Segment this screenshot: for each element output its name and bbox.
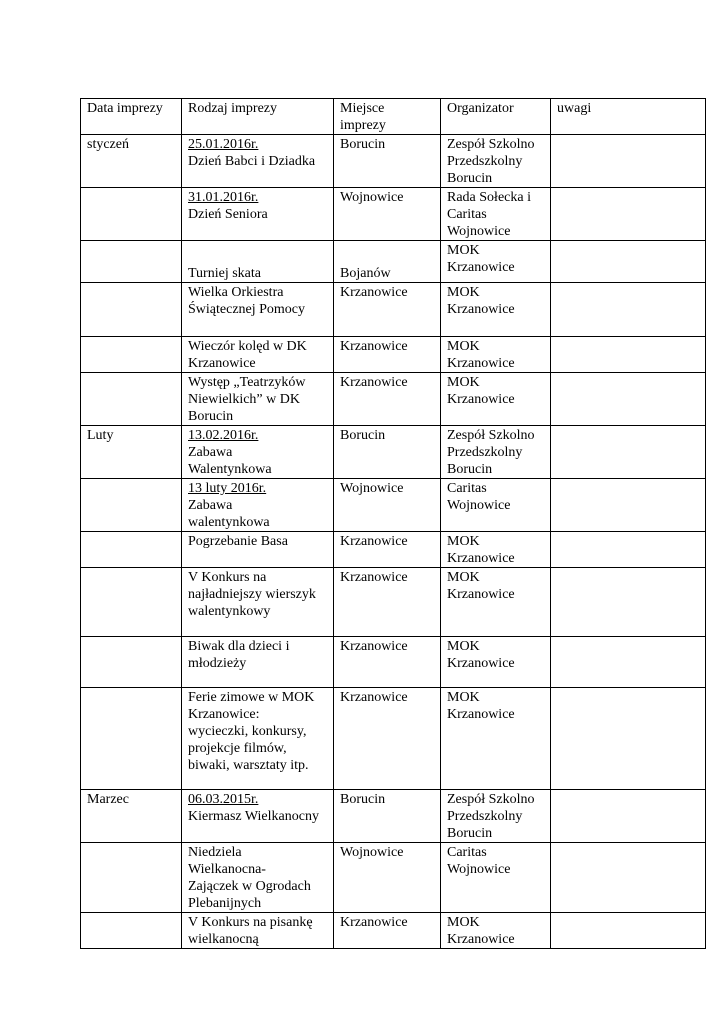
event-name: Dzień Seniora xyxy=(188,207,268,222)
month-cell xyxy=(81,188,182,241)
event-name: Wielka Orkiestra Świątecznej Pomocy xyxy=(188,285,306,317)
month-cell xyxy=(81,283,182,337)
place-cell: Bojanów xyxy=(334,241,441,283)
table-row xyxy=(81,426,706,479)
table-row xyxy=(81,637,706,688)
event-name: V Konkurs na pisankę wielkanocną xyxy=(188,915,313,947)
place-cell: Krzanowice xyxy=(334,913,441,949)
organizer-cell: MOK Krzanowice xyxy=(441,373,551,426)
place-cell: Krzanowice xyxy=(334,688,441,790)
table-row xyxy=(81,373,706,426)
event-cell xyxy=(182,337,334,373)
place-cell: Wojnowice xyxy=(334,188,441,241)
month-cell xyxy=(81,843,182,913)
place-cell: Krzanowice xyxy=(334,337,441,373)
event-date: 06.03.2015r. xyxy=(188,792,259,807)
organizer-cell: MOK Krzanowice xyxy=(441,337,551,373)
organizer-cell: MOK Krzanowice xyxy=(441,241,551,283)
event-name: Ferie zimowe w MOK Krzanowice: wycieczki, konkursy, projekcje filmów, biwaki, warsztaty itp. xyxy=(188,690,315,773)
organizer-cell: Caritas Wojnowice xyxy=(441,479,551,532)
month-cell xyxy=(81,532,182,568)
event-name: Zabawa walentynkowa xyxy=(188,498,270,530)
organizer-cell: MOK Krzanowice xyxy=(441,532,551,568)
month-cell: styczeń xyxy=(81,135,182,188)
event-cell xyxy=(182,913,334,949)
event-name: Wieczór kolęd w DK Krzanowice xyxy=(188,339,307,371)
event-name: Turniej skata xyxy=(188,266,261,281)
table-row xyxy=(81,135,706,188)
month-cell xyxy=(81,479,182,532)
header-date: Data imprezy xyxy=(81,99,182,135)
place-cell: Krzanowice xyxy=(334,532,441,568)
place-cell: Krzanowice xyxy=(334,568,441,637)
month-cell: Marzec xyxy=(81,790,182,843)
organizer-cell: Caritas Wojnowice xyxy=(441,843,551,913)
header-organizer: Organizator xyxy=(441,99,551,135)
place-cell: Borucin xyxy=(334,790,441,843)
event-cell xyxy=(182,688,334,790)
event-date: 13 luty 2016r. xyxy=(188,481,267,496)
place-cell: Krzanowice xyxy=(334,283,441,337)
table-row xyxy=(81,241,706,283)
month-cell xyxy=(81,688,182,790)
event-cell xyxy=(182,373,334,426)
organizer-cell: MOK Krzanowice xyxy=(441,568,551,637)
notes-cell xyxy=(551,373,706,426)
month-cell xyxy=(81,637,182,688)
place-cell: Borucin xyxy=(334,426,441,479)
notes-cell xyxy=(551,135,706,188)
event-cell xyxy=(182,188,334,241)
notes-cell xyxy=(551,283,706,337)
notes-cell xyxy=(551,913,706,949)
month-cell xyxy=(81,241,182,283)
event-name: Dzień Babci i Dziadka xyxy=(188,154,316,169)
notes-cell xyxy=(551,790,706,843)
notes-cell xyxy=(551,843,706,913)
header-place: Miejsce imprezy xyxy=(334,99,441,135)
table-row xyxy=(81,479,706,532)
event-name: Występ „Teatrzyków Niewielkich” w DK Borucin xyxy=(188,375,306,424)
event-cell xyxy=(182,790,334,843)
place-cell: Wojnowice xyxy=(334,843,441,913)
month-cell xyxy=(81,373,182,426)
header-event-type: Rodzaj imprezy xyxy=(182,99,334,135)
table-row xyxy=(81,913,706,949)
place-cell: Borucin xyxy=(334,135,441,188)
organizer-cell: MOK Krzanowice xyxy=(441,913,551,949)
notes-cell xyxy=(551,568,706,637)
event-name: Zabawa Walentynkowa xyxy=(188,445,272,477)
notes-cell xyxy=(551,241,706,283)
organizer-cell: Zespół Szkolno Przedszkolny Borucin xyxy=(441,426,551,479)
organizer-cell: MOK Krzanowice xyxy=(441,283,551,337)
place-cell: Krzanowice xyxy=(334,637,441,688)
event-date: 31.01.2016r. xyxy=(188,190,259,205)
event-cell xyxy=(182,426,334,479)
notes-cell xyxy=(551,188,706,241)
month-cell: Luty xyxy=(81,426,182,479)
event-cell xyxy=(182,241,334,283)
notes-cell xyxy=(551,337,706,373)
organizer-cell: MOK Krzanowice xyxy=(441,688,551,790)
event-date: 13.02.2016r. xyxy=(188,428,259,443)
table-row xyxy=(81,843,706,913)
header-notes: uwagi xyxy=(551,99,706,135)
table-row xyxy=(81,188,706,241)
events-table xyxy=(80,98,706,949)
table-row xyxy=(81,337,706,373)
month-cell xyxy=(81,913,182,949)
organizer-cell: Rada Sołecka i Caritas Wojnowice xyxy=(441,188,551,241)
event-date: 25.01.2016r. xyxy=(188,137,259,152)
event-name: Niedziela Wielkanocna- Zajączek w Ogrodach Plebanijnych xyxy=(188,845,311,911)
table-row xyxy=(81,688,706,790)
table-row xyxy=(81,790,706,843)
table-row xyxy=(81,568,706,637)
notes-cell xyxy=(551,532,706,568)
event-cell xyxy=(182,283,334,337)
event-cell xyxy=(182,568,334,637)
notes-cell xyxy=(551,426,706,479)
header-row xyxy=(81,99,706,135)
table-row xyxy=(81,532,706,568)
event-cell xyxy=(182,843,334,913)
organizer-cell: Zespół Szkolno Przedszkolny Borucin xyxy=(441,135,551,188)
notes-cell xyxy=(551,479,706,532)
notes-cell xyxy=(551,688,706,790)
organizer-cell: Zespół Szkolno Przedszkolny Borucin xyxy=(441,790,551,843)
month-cell xyxy=(81,568,182,637)
event-cell xyxy=(182,479,334,532)
event-cell xyxy=(182,637,334,688)
place-cell: Wojnowice xyxy=(334,479,441,532)
notes-cell xyxy=(551,637,706,688)
event-cell xyxy=(182,135,334,188)
table-row xyxy=(81,283,706,337)
event-name: V Konkurs na najładniejszy wierszyk walentynkowy xyxy=(188,570,316,619)
organizer-cell: MOK Krzanowice xyxy=(441,637,551,688)
event-name: Pogrzebanie Basa xyxy=(188,534,288,549)
place-cell: Krzanowice xyxy=(334,373,441,426)
event-name: Biwak dla dzieci i młodzieży xyxy=(188,639,290,671)
event-name: Kiermasz Wielkanocny xyxy=(188,809,319,824)
month-cell xyxy=(81,337,182,373)
event-cell xyxy=(182,532,334,568)
